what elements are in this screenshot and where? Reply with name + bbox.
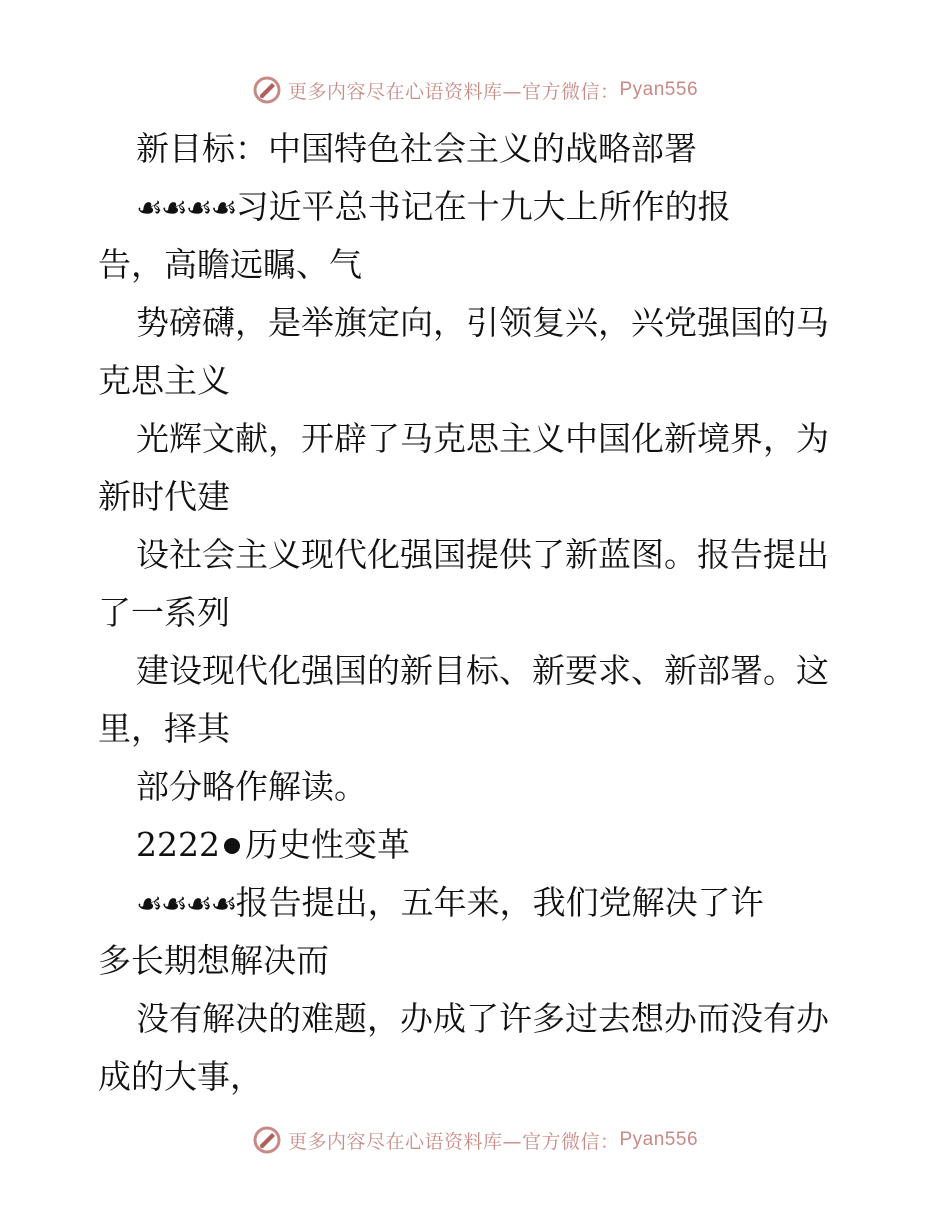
paragraph-line: 没有解决的难题，办成了许多过去想办而没有办 (136, 999, 829, 1038)
banner-wechat-id: Pyan556 (619, 79, 699, 100)
paragraph-line: ☙☙☙☙习近平总书记在十九大上所作的报 (136, 187, 731, 226)
paragraph-line: 告，高瞻远瞩、气 (98, 245, 362, 284)
paragraph-line: 建设现代化强国的新目标、新要求、新部署。这 (136, 651, 829, 690)
paragraph-line: 克思主义 (98, 361, 230, 400)
section-heading (98, 816, 858, 874)
paragraph-line: 多长期想解决而 (98, 941, 329, 980)
paragraph-line: 光辉文献，开辟了马克思主义中国化新境界，为 (136, 419, 829, 458)
banner-text: 更多内容尽在心语资料库—官方微信： (287, 80, 620, 103)
paragraph-line: 设社会主义现代化强国提供了新蓝图。报告提出 (136, 535, 829, 574)
paragraph-line: 势磅礴，是举旗定向，引领复兴，兴党强国的马 (136, 303, 829, 342)
ornament-icon: ☙☙☙☙ (136, 191, 236, 226)
footer-watermark-banner (0, 1122, 950, 1158)
bullet-icon (224, 838, 240, 854)
paragraph-line: 里，择其 (98, 709, 230, 748)
logo-icon (252, 1125, 282, 1155)
paragraph-line: 了一系列 (98, 593, 230, 632)
ornament-icon: ☙☙☙☙ (136, 887, 236, 922)
section-heading-text: 历史性变革 (244, 825, 410, 864)
banner-text: 更多内容尽在心语资料库—官方微信： (287, 1130, 620, 1153)
document-body (98, 120, 858, 1106)
paragraph-line: 成的大事， (98, 1057, 263, 1096)
paragraph-line: ☙☙☙☙报告提出，五年来，我们党解决了许 (136, 883, 764, 922)
paragraph-line: 部分略作解读。 (136, 767, 367, 806)
section-number: 2222 (136, 825, 220, 864)
document-title: 新目标：中国特色社会主义的战略部署 (136, 129, 697, 168)
logo-icon (252, 75, 282, 105)
banner-wechat-id: Pyan556 (619, 1129, 699, 1150)
paragraph-line: 新时代建 (98, 477, 230, 516)
header-watermark-banner (0, 72, 950, 108)
